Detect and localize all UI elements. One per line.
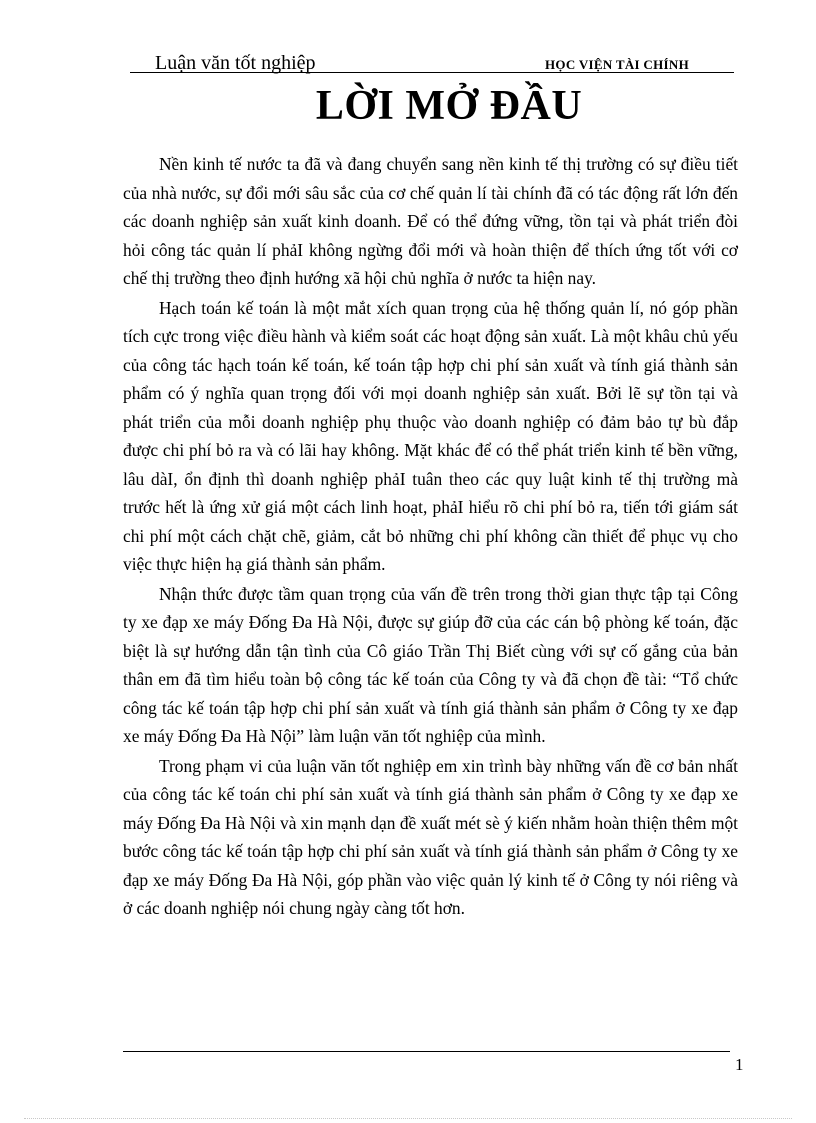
paragraph-4: Trong phạm vi của luận văn tốt nghiệp em xin trình bày những vấn đề cơ bản nhất của công tác kế toán chi phí sản xuất và tính giá thành sản phẩm ở Công ty xe đạp xe máy Đống Đa Hà Nội và xin mạnh dạn đề xuất mét sè ý kiến nhằm hoàn thiện thêm một bước công tác kế toán tập hợp chi phí sản xuất và tính giá thành sản phẩm ở Công ty xe đạp xe máy Đống Đa Hà Nội, góp phần vào việc quản lý kinh tế ở Công ty nói riêng và ở các doanh nghiệp nói chung ngày càng tốt hơn. xyxy=(123,755,738,918)
page-number: 1 xyxy=(735,1055,744,1074)
footer-divider xyxy=(123,1051,730,1052)
header-thesis-label: Luận văn tốt nghiệp xyxy=(155,52,316,74)
header-institution-label: HỌC VIỆN TÀI CHÍNH xyxy=(545,57,689,72)
body-text xyxy=(123,150,738,924)
header-divider xyxy=(130,72,734,73)
page-edge-divider xyxy=(24,1118,792,1119)
paragraph-2: Hạch toán kế toán là một mắt xích quan trọng của hệ thống quản lí, nó góp phần tích cực trong việc điều hành và kiểm soát các hoạt động sản xuất. Là một khâu chủ yếu của công tác hạch toán kế toán, kế toán tập hợp chi phí sản xuất và tính giá thành sản phẩm có ý nghĩa quan trọng đối với mọi doanh nghiệp sản xuất. Bởi lẽ sự tồn tại và phát triển của mỗi doanh nghiệp phụ thuộc vào doanh nghiệp có đảm bảo tự bù đắp được chi phí bỏ ra và có lãi hay không. Mặt khác để có thể phát triển kinh tế bền vững, lâu dàI, ổn định thì doanh nghiệp phảI tuân theo các quy luật kinh tế thị trường mà trước hết là ứng xử giá một cách linh hoạt, phảI hiểu rõ chi phí bỏ ra, tiến tới giám sát chi phí một cách chặt chẽ, giảm, cắt bỏ những chi phí không cần thiết để phục vụ cho việc thực hiện hạ giá thành sản phẩm. xyxy=(123,297,738,574)
paragraph-1: Nền kinh tế nước ta đã và đang chuyển sang nền kinh tế thị trường có sự điều tiết của nhà nước, sự đổi mới sâu sắc của cơ chế quản lí tài chính đã có tác động rất lớn đến các doanh nghiệp sản xuất kinh doanh. Để có thể đứng vững, tồn tại và phát triển đòi hỏi công tác quản lí phảI không ngừng đổi mới và hoàn thiện để thích ứng tốt với cơ chế thị trường theo định hướng xã hội chủ nghĩa ở nước ta hiện nay. xyxy=(123,154,738,288)
paragraph-3: Nhận thức được tầm quan trọng của vấn đề trên trong thời gian thực tập tại Công ty xe đạp xe máy Đống Đa Hà Nội, được sự giúp đỡ của các cán bộ phòng kế toán, đặc biệt là sự hướng dẫn tận tình của Cô giáo Trần Thị Biết cùng với sự cố gắng của bản thân em đã tìm hiểu toàn bộ công tác kế toán của Công ty và đã chọn đề tài: “Tổ chức công tác kế toán tập hợp chi phí sản xuất và tính giá thành sản phẩm ở Công ty xe đạp xe máy Đống Đa Hà Nội” làm luận văn tốt nghiệp của mình. xyxy=(123,583,738,746)
page-title: LỜI MỞ ĐẦU xyxy=(315,83,583,129)
